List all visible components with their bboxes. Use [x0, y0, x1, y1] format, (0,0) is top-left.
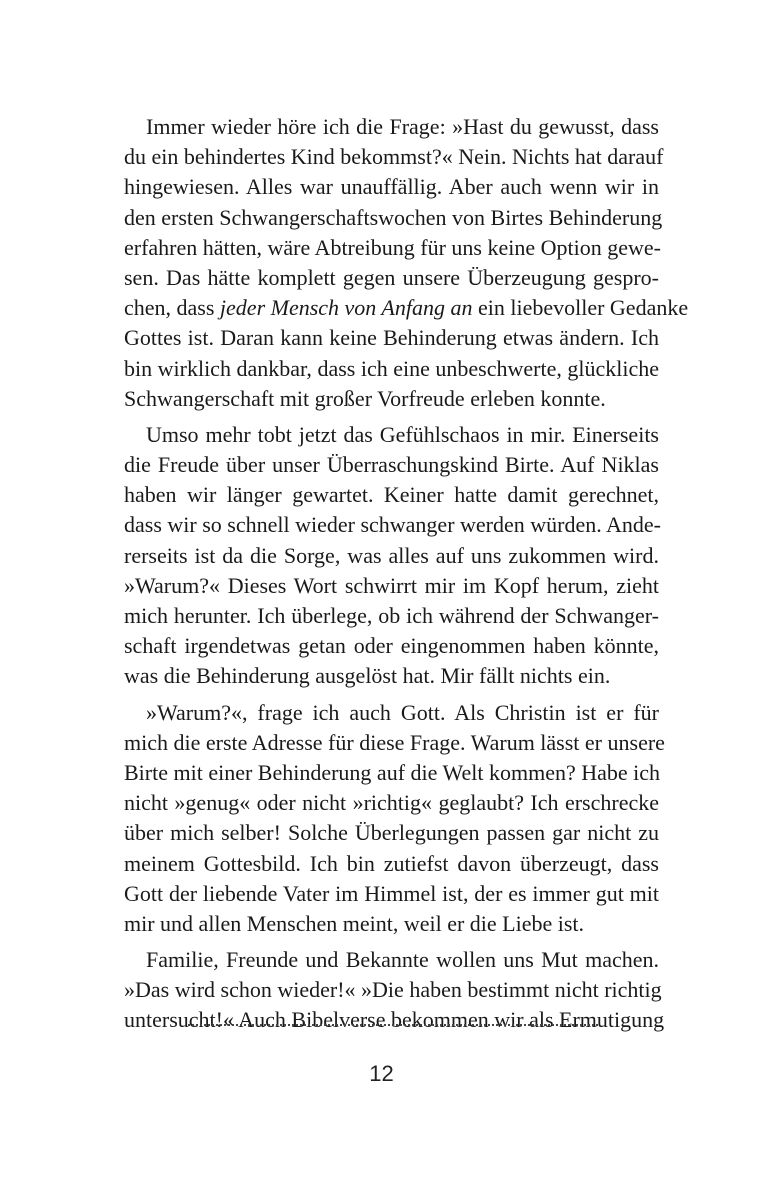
text-line: du ein behindertes Kind bekommst?« Nein. Nichts hat darauf — [124, 144, 664, 170]
paragraph-1 — [124, 112, 689, 414]
text-line: erfahren hätten, wäre Abtreibung für uns keine Option gewe- — [124, 234, 661, 260]
text-segment: ein liebevoller Gedanke — [472, 295, 689, 321]
text-line: haben wir länger gewartet. Keiner hatte damit gerechnet, — [124, 482, 659, 508]
text-line: mir und allen Menschen meint, weil er die Liebe ist. — [124, 910, 585, 936]
text-line: Umso mehr tobt jetzt das Gefühlschaos in mir. Einerseits — [146, 421, 659, 447]
text-line: Immer wieder höre ich die Frage: »Hast du gewusst, dass — [146, 114, 659, 139]
text-line: untersucht!« Auch Bibelverse bekommen wir als Ermutigung — [124, 1007, 665, 1033]
text-line: sen. Das hätte komplett gegen unsere Überzeugung gespro- — [124, 264, 659, 290]
text-line: Gottes ist. Daran kann keine Behinderung etwas ändern. Ich — [124, 325, 659, 351]
text-line: mich herunter. Ich überlege, ob ich während der Schwanger- — [124, 603, 659, 628]
text-line-with-emphasis — [124, 293, 689, 323]
book-page-body — [124, 112, 689, 1042]
footer-dotted-rule — [188, 1024, 598, 1026]
text-line: Schwangerschaft mit großer Vorfreude erleben konnte. — [124, 385, 606, 411]
text-line: über mich selber! Solche Überlegungen passen gar nicht zu — [124, 820, 659, 846]
text-line: meinem Gottesbild. Ich bin zutiefst davon überzeugt, dass — [124, 850, 659, 876]
text-line: nicht »genug« oder nicht »richtig« geglaubt? Ich erschrecke — [124, 790, 659, 816]
text-line: den ersten Schwangerschaftswochen von Birtes Behinderung — [124, 204, 663, 230]
text-line: »Warum?« Dieses Wort schwirrt mir im Kopf herum, zieht — [124, 572, 659, 598]
text-line: bin wirklich dankbar, dass ich eine unbeschwerte, glückliche — [124, 355, 659, 381]
text-segment: chen, dass — [124, 295, 220, 321]
text-line: schaft irgendetwas getan oder eingenommen haben könnte, — [124, 633, 659, 659]
text-line: die Freude über unser Überraschungskind Birte. Auf Niklas — [124, 452, 659, 478]
paragraph-2 — [124, 420, 662, 692]
text-line: dass wir so schnell wieder schwanger werden würden. Ande- — [124, 512, 662, 538]
emphasized-phrase: jeder Mensch von Anfang an — [219, 295, 473, 321]
text-line: Gott der liebende Vater im Himmel ist, der es immer gut mit — [124, 880, 659, 906]
text-line: »Das wird schon wieder!« »Die haben bestimmt nicht richtig — [124, 977, 662, 1003]
text-line: mich die erste Adresse für diese Frage. Warum lässt er unsere — [124, 729, 665, 755]
text-line: rerseits ist da die Sorge, was alles auf uns zukommen wird. — [124, 542, 659, 568]
paragraph-3 — [124, 698, 665, 940]
text-line: was die Behinderung ausgelöst hat. Mir fällt nichts ein. — [124, 663, 611, 689]
paragraph-4 — [124, 945, 665, 1036]
text-line: Birte mit einer Behinderung auf die Welt kommen? Habe ich — [124, 759, 661, 785]
text-line: Familie, Freunde und Bekannte wollen uns Mut machen. — [146, 947, 659, 973]
text-line: hingewiesen. Alles war unauffällig. Aber auch wenn wir in — [124, 174, 659, 200]
text-line: »Warum?«, frage ich auch Gott. Als Christin ist er für — [146, 699, 659, 725]
page-number: 12 — [369, 1061, 394, 1086]
